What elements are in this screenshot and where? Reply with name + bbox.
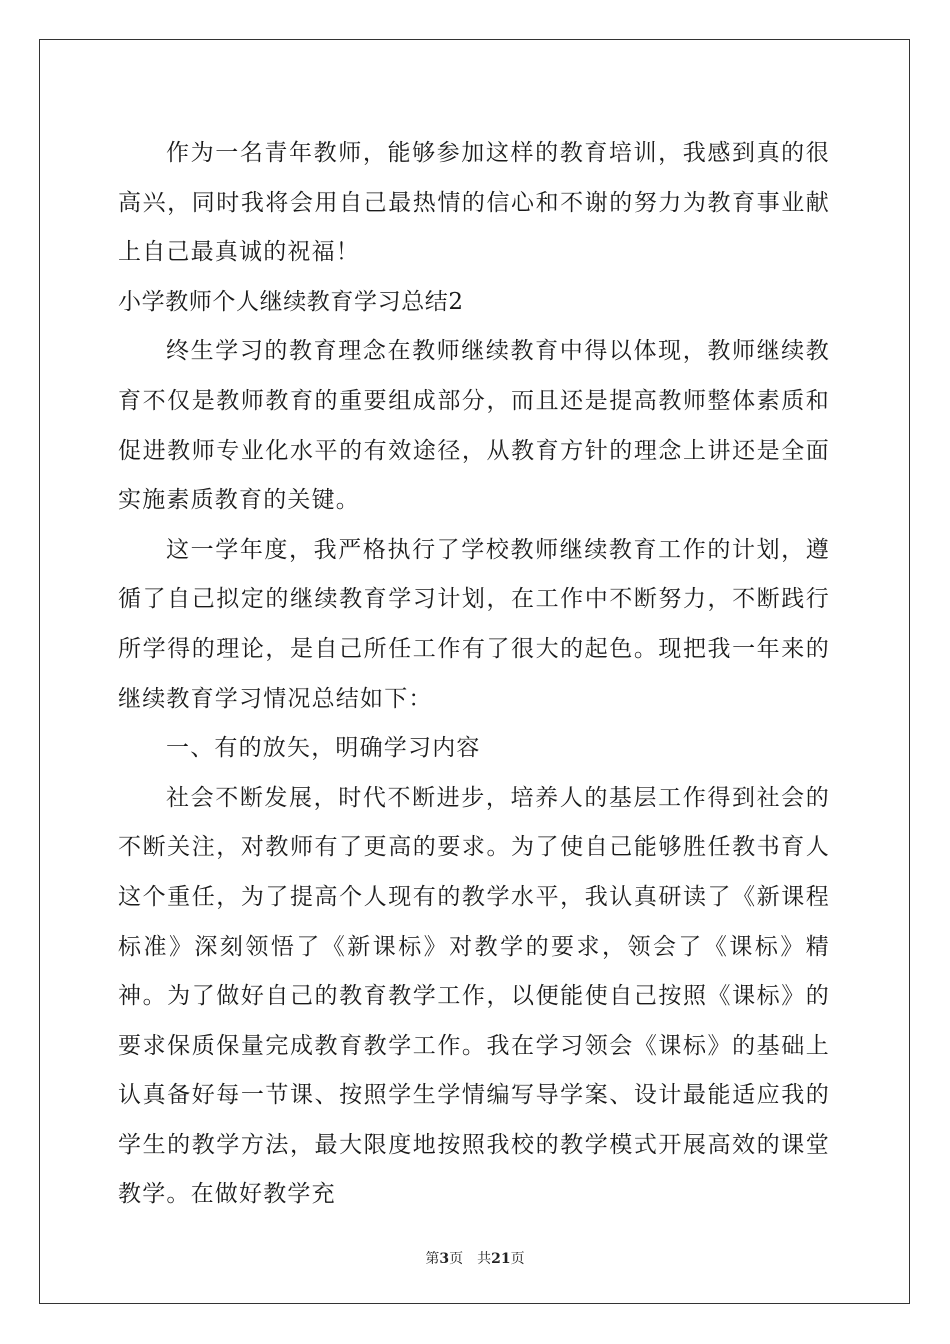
subheading-purposeful-study: 一、有的放矢，明确学习内容 xyxy=(166,735,481,762)
page-footer xyxy=(0,1248,950,1268)
footer-page-suffix: 页 xyxy=(449,1251,464,1267)
paragraph-lifelong-learning: 终生学习的教育理念在教师继续教育中得以体现，教师继续教育不仅是教师教育的重要组成部分，而且还是提高教师整体素质和促进教师专业化水平的有效途径，从教育方针的理念上讲还是全面实施素质教育的关键。 xyxy=(118,338,830,514)
footer-page-prefix: 第 xyxy=(425,1251,440,1267)
footer-total-suffix: 页 xyxy=(510,1251,525,1267)
paragraph-school-year: 这一学年度，我严格执行了学校教师继续教育工作的计划，遵循了自己拟定的继续教育学习计划，在工作中不断努力，不断践行所学得的理论，是自己所任工作有了很大的起色。现把我一年来的继续教育学习情况总结如下： xyxy=(118,536,830,712)
paragraph-intro-closing: 作为一名青年教师，能够参加这样的教育培训，我感到真的很高兴，同时我将会用自己最热情的信心和不谢的努力为教育事业献上自己最真诚的祝福！ xyxy=(118,140,830,266)
footer-page-number: 3 xyxy=(439,1251,450,1267)
footer-total-pages: 21 xyxy=(491,1251,511,1267)
document-body xyxy=(118,129,830,1220)
footer-total-prefix: 共 xyxy=(477,1251,492,1267)
section-title: 小学教师个人继续教育学习总结2 xyxy=(118,288,464,315)
paragraph-society-development: 社会不断发展，时代不断进步，培养人的基层工作得到社会的不断关注，对教师有了更高的要求。为了使自己能够胜任教书育人这个重任，为了提高个人现有的教学水平，我认真研读了《新课程标准》深刻领悟了《新课标》对教学的要求，领会了《课标》精神。为了做好自己的教育教学工作，以便能使自己按照《课标》的要求保质保量完成教育教学工作。我在学习领会《课标》的基础上认真备好每一节课、按照学生学情编写导学案、设计最能适应我的学生的教学方法，最大限度地按照我校的教学模式开展高效的课堂教学。在做好教学充 xyxy=(118,784,830,1208)
